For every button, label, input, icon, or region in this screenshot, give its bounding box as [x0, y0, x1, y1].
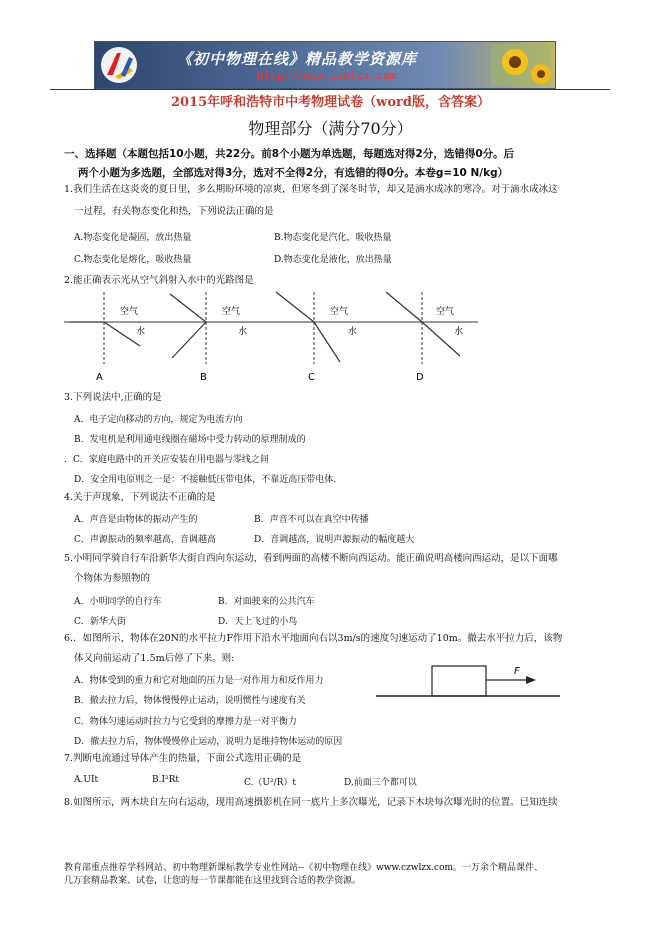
- question-7-option-d: D.前面三个都可以: [344, 778, 417, 788]
- question-7-option-a: A.UIt: [74, 775, 99, 785]
- diagram-a-water-label: 水: [136, 327, 146, 337]
- diagram-d: [376, 292, 478, 382]
- question-6-line1: 6.．如图所示，物体在20N的水平拉力F作用下沿水平地面向右以3m/s的速度匀速运动了10m。撤去水平拉力后，该物: [64, 633, 563, 644]
- question-1-line2: 一过程，有关物态变化和热，下列说法正确的是: [74, 206, 274, 217]
- question-3-stem: 3.下列说法中,正确的是: [64, 392, 162, 403]
- diagram-d-air-label: 空气: [436, 307, 455, 317]
- question-5-option-a: A．小明同学的自行车: [74, 597, 162, 607]
- question-3-option-d: D．安全用电原则之一是：不接触低压带电体，不靠近高压带电体．: [74, 475, 343, 485]
- page-footer: [64, 862, 604, 888]
- question-4-option-b: B．声音不可以在真空中传播: [254, 515, 369, 525]
- question-8-line1: 8.如图所示，两木块自左向右运动，现用高速摄影机在同一底片上多次曝光，记录下木块每次曝光时的位置。已知连续: [64, 797, 558, 808]
- diagram-a: [64, 292, 208, 382]
- question-5-option-b: B．对面驶来的公共汽车: [218, 597, 315, 607]
- question-1-option-d: D.物态变化是液化，放出热量: [274, 255, 392, 265]
- question-7-option-b: B.I²Rt: [152, 775, 180, 785]
- diagram-a-label: A: [96, 372, 103, 382]
- question-3-option-b: B．发电机是利用通电线圈在磁场中受力转动的原理制成的: [74, 435, 306, 445]
- block: [432, 666, 486, 696]
- diagram-c-label: C: [308, 372, 315, 382]
- question-5-option-d: D．天上飞过的小鸟: [218, 617, 298, 627]
- question-6-option-a: A．物体受到的重力和它对地面的压力是一对作用力和反作用力: [74, 676, 324, 686]
- question-4-option-d: D．音调越高，说明声源振动的幅度越大: [254, 535, 415, 545]
- question-2-stem: 2.能正确表示光从空气斜射入水中的光路图是: [64, 275, 254, 286]
- diagram-c-water-label: 水: [348, 327, 358, 337]
- banner-url[interactable]: http://www.czwlzx.com: [257, 69, 397, 82]
- question-1-option-a: A.物态变化是凝固，放出热量: [74, 233, 192, 243]
- footer-line2: 几万套精品教案、试卷，让您的每一节课都能在这里找到合适的教学资源。: [64, 876, 362, 886]
- question-5-line1: 5.小明同学骑自行车沿新华大街自西向东运动，看到两面的高楼不断向西运动。能正确说明高楼向西运动，是以下面哪: [64, 553, 558, 564]
- question-6-option-d: D．撤去拉力后，物体慢慢停止运动，说明力是维持物体运动的原因: [74, 737, 343, 747]
- diagram-b-label: B: [200, 372, 207, 382]
- header-rule: [50, 89, 610, 90]
- diagram-c-air-label: 空气: [330, 307, 349, 317]
- section-heading-line1: 一、选择题（本题包括10小题，共22分。前8个小题为单选题，每题选对得2分，选错得0分。后: [64, 148, 515, 160]
- diagram-d-water-label: 水: [454, 327, 464, 337]
- question-7-stem: 7.判断电流通过导体产生的热量，下面公式选用正确的是: [64, 753, 302, 764]
- site-logo-icon: [99, 45, 139, 85]
- question-6-option-b: B．撤去拉力后，物体慢慢停止运动，说明惯性与速度有关: [74, 696, 306, 706]
- question-5-option-c: C．新华大街: [74, 617, 126, 627]
- diagram-a-air-label: 空气: [120, 307, 139, 317]
- diagram-c: [272, 292, 416, 382]
- force-label: F: [514, 666, 520, 677]
- force-block-diagram: [376, 660, 560, 710]
- refraction-diagrams: [60, 286, 480, 382]
- question-1-line1: 1.我们生活在这炎炎的夏日里，多么期盼环境的凉爽，但寒冬到了深冬时节，却又是滴水成冰的寒冷。对于滴水成冰这: [64, 184, 558, 195]
- question-1-option-c: C.物态变化是熔化，吸收热量: [74, 255, 192, 265]
- diagram-d-label: D: [416, 372, 424, 382]
- question-3-option-a: A．电子定向移动的方向，规定为电流方向: [74, 415, 243, 425]
- footer-line1: 教育部重点推荐学科网站、初中物理新课标教学专业性网站--《初中物理在线》www.czwlzx.com。一万余个精品课件、: [64, 863, 544, 873]
- diagram-b: [168, 292, 312, 382]
- question-6-option-c: C．物体匀速运动时拉力与它受到的摩擦力是一对平衡力: [74, 717, 297, 727]
- document-title: 2015年呼和浩特市中考物理试卷（word版，含答案）: [171, 95, 490, 110]
- question-4-option-c: C．声源振动的频率越高，音调越高: [74, 535, 216, 545]
- question-4-option-a: A．声音是由物体的振动产生的: [74, 515, 198, 525]
- header-banner: [94, 41, 556, 89]
- question-5-line2: 个物体为参照物的: [74, 573, 151, 584]
- sunflower-icon: [491, 44, 551, 86]
- section-heading-line2: 两个小题为多选题，全部选对得3分，选对不全得2分，有选错的得0分。本卷g=10 N/kg）: [78, 167, 509, 179]
- section-subtitle: 物理部分（满分70分）: [248, 119, 413, 138]
- diagram-b-water-label: 水: [238, 327, 248, 337]
- arrowhead-icon: [526, 676, 536, 684]
- question-1-option-b: B.物态变化是汽化，吸收热量: [274, 233, 392, 243]
- question-6-line2: 体又向前运动了1.5m后停了下来。则:: [74, 653, 235, 664]
- question-4-stem: 4.关于声现象，下列说法不正确的是: [64, 492, 216, 503]
- question-3-option-c: ．C．家庭电路中的开关应安装在用电器与零线之间: [64, 455, 269, 465]
- banner-title: 《初中物理在线》精品教学资源库: [177, 50, 418, 68]
- diagram-b-air-label: 空气: [222, 307, 241, 317]
- question-7-option-c: C.（U²/R）t: [244, 778, 297, 788]
- section-heading: [64, 145, 514, 183]
